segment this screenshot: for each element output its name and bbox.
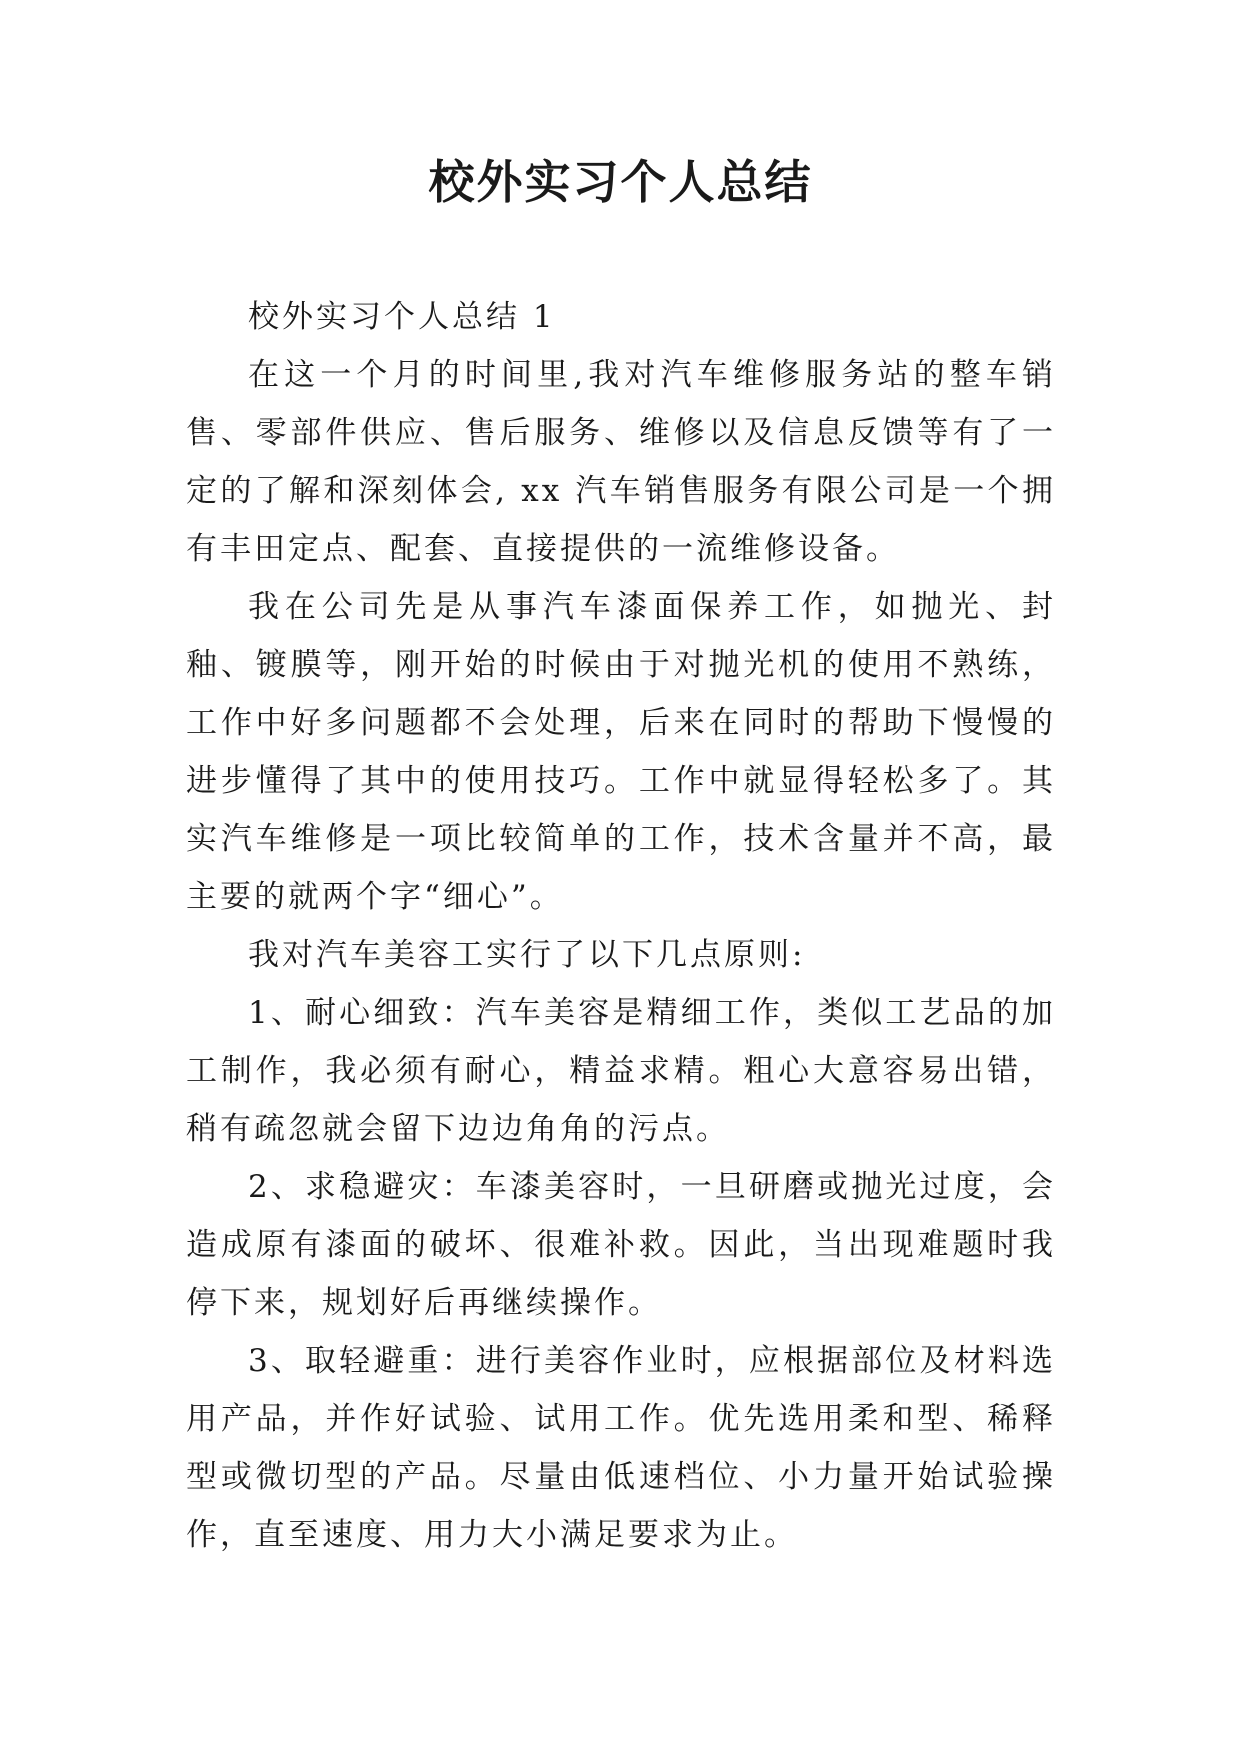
principle-item-1: 1、耐心细致：汽车美容是精细工作，类似工艺品的加工制作，我必须有耐心，精益求精。粗心大意容易出错，稍有疏忽就会留下边边角角的污点。 xyxy=(186,995,1056,1147)
section-heading: 校外实习个人总结 1 xyxy=(248,299,556,335)
principle-item-3: 3、取轻避重：进行美容作业时，应根据部位及材料选用产品，并作好试验、试用工作。优先选用柔和型、稀释型或微切型的产品。尽量由低速档位、小力量开始试验操作，直至速度、用力大小满足要求为止。 xyxy=(186,1343,1056,1553)
document-body xyxy=(186,288,1056,1564)
paragraph-principles-intro: 我对汽车美容工实行了以下几点原则: xyxy=(248,937,806,973)
paragraph-intro: 在这一个月的时间里,我对汽车维修服务站的整车销售、零部件供应、售后服务、维修以及信息反馈等有了一定的了解和深刻体会, xx 汽车销售服务有限公司是一个拥有丰田定点、配套、直接提供的一流维修设备。 xyxy=(186,357,1056,567)
document-title: 校外实习个人总结 xyxy=(428,155,813,209)
principle-item-2: 2、求稳避灾：车漆美容时，一旦研磨或抛光过度，会造成原有漆面的破坏、很难补救。因此，当出现难题时我停下来，规划好后再继续操作。 xyxy=(186,1169,1056,1321)
paragraph-work: 我在公司先是从事汽车漆面保养工作，如抛光、封釉、镀膜等，刚开始的时候由于对抛光机的使用不熟练，工作中好多问题都不会处理，后来在同时的帮助下慢慢的进步懂得了其中的使用技巧。工作中就显得轻松多了。其实汽车维修是一项比较简单的工作，技术含量并不高，最主要的就两个字“细心”。 xyxy=(186,589,1056,915)
